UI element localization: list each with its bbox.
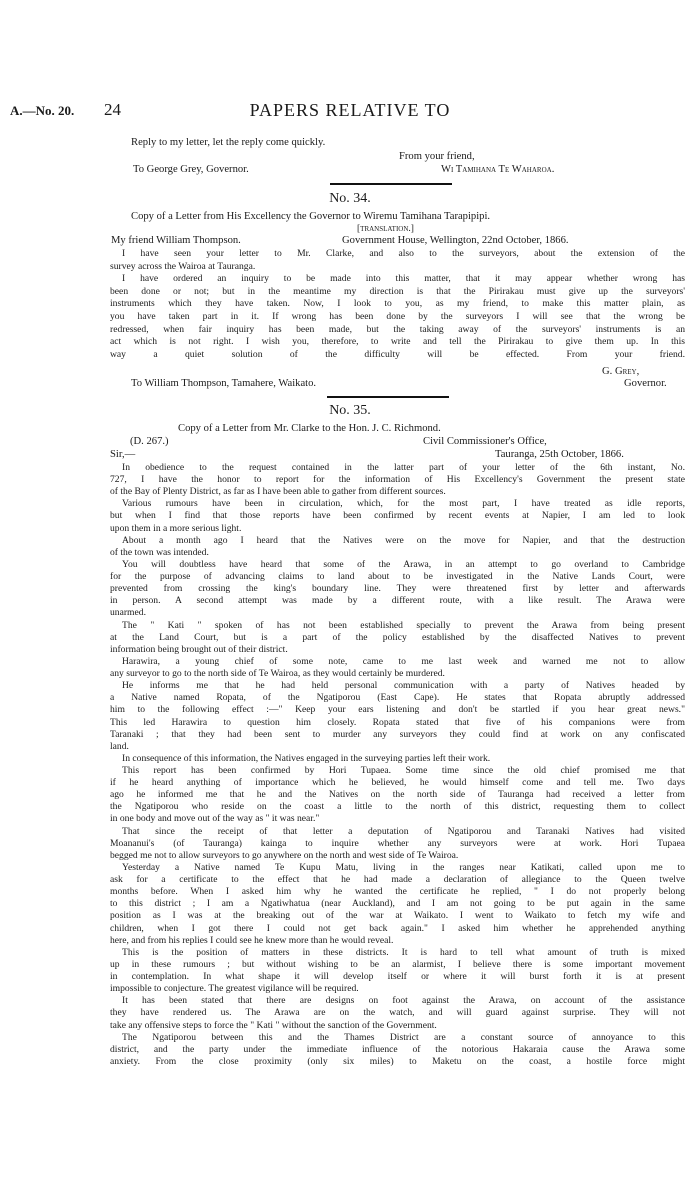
body-line: at the Land Court, but is a part of the policy established by the disaffected Natives to prevent <box>110 631 685 643</box>
body-line: for the purpose of advancing claims to land about to be investigated in the Native Lands Court, were <box>110 571 685 583</box>
body-line: 727, I have the honor to report for the information of His Excellency's Government the present state <box>110 474 685 486</box>
body-line: up in these rumours ; but without wishing to be an alarmist, I believe there is some important movement <box>110 958 685 970</box>
body-line: children, when I got there I could not get back again." I asked him whether he apprehended anything <box>110 922 685 934</box>
translation-note: [translation.] <box>357 224 414 234</box>
prev-letter-closing: From your friend, <box>399 151 475 162</box>
body-line: This led Harawira to question him closely. Ropata stated that five of his companions were from <box>110 716 685 728</box>
section-divider <box>330 183 452 185</box>
body-line: act which is not right. I wish you, therefore, to write and tell the Pirirakau to give them up. In this <box>110 336 685 348</box>
body-line: Various rumours have been in circulation, which, for the most part, I have treated as idle reports, <box>122 498 685 510</box>
body-line: any surveyor to go to the north side of Te Wairoa, as they would certainly be murdered. <box>110 668 445 680</box>
body-line: redressed, when fair inquiry has been made, but the taking away of the surveyors' instruments is an <box>110 323 685 335</box>
reference-number: (D. 267.) <box>130 436 169 447</box>
body-line: Moananui's (of Tauranga) kainga to inquire whether any surveyors were at work. Hori Tupaea <box>110 837 685 849</box>
body-line: months before. When I asked him why he wanted the certificate he replied, " I do not properly belong <box>110 886 685 898</box>
body-line: About a month ago I heard that the Natives were on the move for Napier, and that the destruction <box>122 534 685 546</box>
prev-letter-line: Reply to my letter, let the reply come quickly. <box>131 137 326 148</box>
body-line: That since the receipt of that letter a deputation of Ngatiporou and Taranaki Natives had visited <box>122 825 685 837</box>
body-line: prevented from crossing the king's boundary line. They were threatened first by letter and afterwards <box>110 583 685 595</box>
letter-title-34: Copy of a Letter from His Excellency the Governor to Wiremu Tamihana Tarapipipi. <box>131 211 491 222</box>
office-line: Civil Commissioner's Office, <box>423 436 547 447</box>
addressee-34: To William Thompson, Tamahere, Waikato. <box>131 378 317 389</box>
body-line: Harawira, a young chief of some note, came to me last week and warned me not to allow <box>122 655 685 667</box>
body-line: You will doubtless have heard that some of the Arawa, in an attempt to go overland to Cambridge <box>122 558 685 570</box>
letter-title-35: Copy of a Letter from Mr. Clarke to the Hon. J. C. Richmond. <box>178 423 441 434</box>
body-line: I have seen your letter to Mr. Clarke, and also to the surveyors, about the extension of the <box>122 248 685 259</box>
signature-name-34: G. Grey, <box>602 366 640 377</box>
body-line: Taranaki ; that they had been sent to murder any surveyors they could find at work on any confiscated <box>110 728 685 740</box>
body-line: In consequence of this information, the Natives engaged in the surveying parties left their work. <box>122 752 491 764</box>
address-34: Government House, Wellington, 22nd October, 1866. <box>342 235 569 246</box>
body-line: In obedience to the request contained in the latter part of your letter of the 6th instant, No. <box>122 462 685 473</box>
body-line: The Ngatiporou between this and the Thames District are a constant source of annoyance to this <box>122 1031 685 1043</box>
series-number: A.—No. 20. <box>10 103 75 118</box>
body-line: ago he informed me that he and the Natives on the north side of Tauranga had received a letter from <box>110 789 685 801</box>
body-line: district, and the party under the immediate influence of the notorious Hakaraia cause the Arawa some <box>110 1043 685 1055</box>
body-line: but when I find that those reports have been confirmed by recent events at Napier, I am led to look <box>110 510 685 522</box>
body-line: in person. A second attempt was made by a different route, with a like result. The Arawa were <box>110 595 685 607</box>
section-heading-34: No. 34. <box>329 191 371 206</box>
body-line: if he heard anything of importance which he believed, he would himself come and tell me. Two days <box>110 777 685 789</box>
body-line: take any offensive steps to force the " Kati " without the sanction of the Government. <box>110 1019 437 1031</box>
body-line: begged me not to allow surveyors to go anywhere on the north and west side of Te Wairoa. <box>110 849 459 861</box>
body-line: him to the following effect :—" Keep your ears listening and don't be startled if you hear great news." <box>110 704 685 716</box>
running-title: PAPERS RELATIVE TO <box>249 100 451 120</box>
body-line: He informs me that he had held personal communication with a party of Natives headed by <box>122 680 685 692</box>
body-line: a Native named Ropata, of the Ngatiporou (East Cape). He states that Ropata abruptly addressed <box>110 692 685 704</box>
body-line: of the Bay of Plenty District, as far as I have been able to gather from different sources. <box>110 486 446 498</box>
body-line: of the town was intended. <box>110 546 209 558</box>
section-heading-35: No. 35. <box>329 403 371 418</box>
section-divider <box>327 396 449 398</box>
prev-letter-addressee: To George Grey, Governor. <box>133 164 249 175</box>
body-line: in one body and move out of the way as " it was near." <box>110 813 320 825</box>
body-line: anxiety. From the close proximity (only six miles) to Maketu on the coast, a hostile force might <box>110 1055 685 1067</box>
body-line: Yesterday a Native named Te Kupu Matu, living in the ranges near Katikati, called upon me to <box>122 861 685 873</box>
prev-letter-signature: Wi Tamihana Te Waharoa. <box>441 164 555 175</box>
body-line: here, and from his replies I could see he knew more than he would reveal. <box>110 934 394 946</box>
date-line: Tauranga, 25th October, 1866. <box>495 449 624 460</box>
body-line: instruments which they have taken. Now, I look to you, as my friend, to make this matter plain, as <box>110 298 685 310</box>
signature-title-34: Governor. <box>624 378 667 389</box>
body-line: This is the position of matters in these districts. It is hard to tell what amount of truth is mixed <box>122 946 685 958</box>
body-line: they have rendered us. The Arawa are on the watch, and will guard against surprise. They will not <box>110 1007 685 1019</box>
body-line: the Ngatiporou who reside on the coast a little to the north of this district, requesting them to collect <box>110 801 685 813</box>
body-line: in contemplation. In what shape it will develop itself or where it will burst forth it is at present <box>110 971 685 983</box>
body-line: survey across the Wairoa at Tauranga. <box>110 260 256 272</box>
body-line: you have taken part in it. If wrong has been done by the surveyors I will see that the wrong be <box>110 311 685 322</box>
body-line: to this district ; I am a Ngatiwhatua (near Auckland), and I am not going to be put again in the same <box>110 898 685 910</box>
body-line: information being brought out of their district. <box>110 643 288 655</box>
salutation-35: Sir,— <box>110 449 136 460</box>
body-line: been done or not; but in the meantime my direction is that the Pirirakau must give up the surveyors' <box>110 285 685 297</box>
body-line: position as I was at the breaking out of the war at Waikato. I went to Waikato to fetch my wife and <box>110 910 685 922</box>
body-line: I have ordered an inquiry to be made into this matter, that it may appear whether wrong has <box>122 273 685 285</box>
body-line: The " Kati " spoken of has not been established specially to prevent the Arawa from being present <box>122 619 685 631</box>
salutation-34: My friend William Thompson. <box>111 235 241 246</box>
body-line: impossible to conjecture. The greatest vigilance will be required. <box>110 983 359 995</box>
body-line: upon them in a more serious light. <box>110 522 242 534</box>
body-line: ask for a certificate to the effect that he had made a declaration of allegiance to the Queen twelve <box>110 874 685 886</box>
body-line: It has been stated that there are designs on foot against the Arawa, on account of the assistance <box>122 995 685 1007</box>
body-line: This report has been confirmed by Hori Tupaea. Some time since the old chief promised me that <box>122 765 685 776</box>
body-line: way a quiet solution of the difficulty will be effected. From your friend. <box>110 348 685 360</box>
body-line: land. <box>110 740 129 752</box>
body-line: unarmed. <box>110 607 146 619</box>
page-number: 24 <box>104 100 121 119</box>
